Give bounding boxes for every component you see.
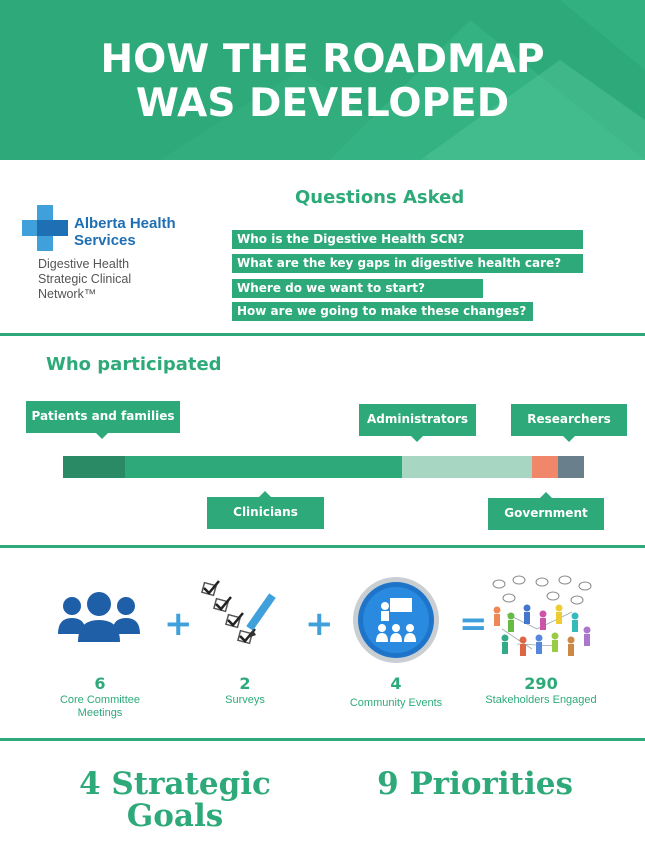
- ahs-name-line1: Alberta Health: [74, 215, 176, 232]
- pointer-icon: [96, 433, 108, 439]
- stat-events-value: 4: [390, 674, 402, 693]
- tag-clinicians: [207, 497, 324, 529]
- network-line-3: Network™: [38, 287, 97, 301]
- network-name: [38, 257, 188, 302]
- section-divider: [0, 738, 645, 741]
- participants-title: Who participated: [46, 354, 222, 375]
- stakeholders-network-icon: [487, 574, 595, 664]
- ahs-name-line2: Services: [74, 232, 136, 249]
- pointer-icon: [259, 491, 271, 497]
- pointer-icon: [411, 436, 423, 442]
- tag-researchers-label: Researchers: [527, 412, 611, 426]
- plus-icon: +: [305, 604, 334, 644]
- network-line-2: Strategic Clinical: [38, 272, 132, 286]
- segment-clinicians: [125, 456, 402, 478]
- stat-surveys-value: 2: [239, 674, 251, 693]
- segment-administrators: [402, 456, 532, 478]
- tag-administrators-label: Administrators: [366, 412, 469, 426]
- plus-icon: +: [164, 604, 193, 644]
- survey-checklist-icon: [193, 578, 283, 650]
- stat-stakeholders-value: 290: [524, 674, 558, 693]
- stat-meetings-label-line2: Meetings: [77, 707, 123, 719]
- participation-bar: [63, 456, 584, 478]
- questions-title: Questions Asked: [295, 187, 465, 208]
- tag-patients: [26, 401, 180, 433]
- section-divider: [0, 545, 645, 548]
- question-item: Who is the Digestive Health SCN?: [232, 230, 583, 249]
- community-event-icon: [352, 576, 440, 664]
- question-item: Where do we want to start?: [232, 279, 483, 298]
- title-line-2: WAS DEVELOPED: [135, 81, 510, 126]
- page-title: [0, 38, 645, 126]
- stat-surveys-label: Surveys: [225, 694, 265, 706]
- stat-meetings-value: 6: [94, 674, 106, 693]
- ahs-cross-icon: [22, 205, 68, 251]
- priorities: 9 Priorities: [377, 766, 573, 802]
- equals-icon: =: [459, 604, 488, 644]
- header-banner: [0, 0, 645, 160]
- tag-patients-label: Patients and families: [31, 409, 175, 423]
- tag-administrators: [359, 404, 476, 436]
- strategic-goals: [60, 768, 290, 832]
- question-item: What are the key gaps in digestive health care?: [232, 254, 583, 273]
- segment-government: [558, 456, 584, 478]
- tag-government-label: Government: [504, 506, 588, 520]
- group-people-icon: [58, 590, 140, 646]
- tag-researchers: [511, 404, 627, 436]
- section-divider: [0, 333, 645, 336]
- network-line-1: Digestive Health: [38, 257, 130, 271]
- stat-meetings-label: [45, 694, 155, 720]
- pointer-icon: [540, 492, 552, 498]
- stat-stakeholders-label: Stakeholders Engaged: [485, 694, 597, 706]
- segment-patients: [63, 456, 125, 478]
- tag-government: [488, 498, 604, 530]
- question-item: How are we going to make these changes?: [232, 302, 533, 321]
- strategic-goals-line1: 4 Strategic: [79, 766, 271, 802]
- stat-events-label: Community Events: [349, 697, 443, 709]
- strategic-goals-line2: Goals: [126, 798, 224, 834]
- pointer-icon: [563, 436, 575, 442]
- stat-meetings-label-line1: Core Committee: [59, 694, 141, 706]
- title-line-1: HOW THE ROADMAP: [100, 37, 545, 82]
- tag-clinicians-label: Clinicians: [233, 505, 298, 519]
- segment-researchers: [532, 456, 558, 478]
